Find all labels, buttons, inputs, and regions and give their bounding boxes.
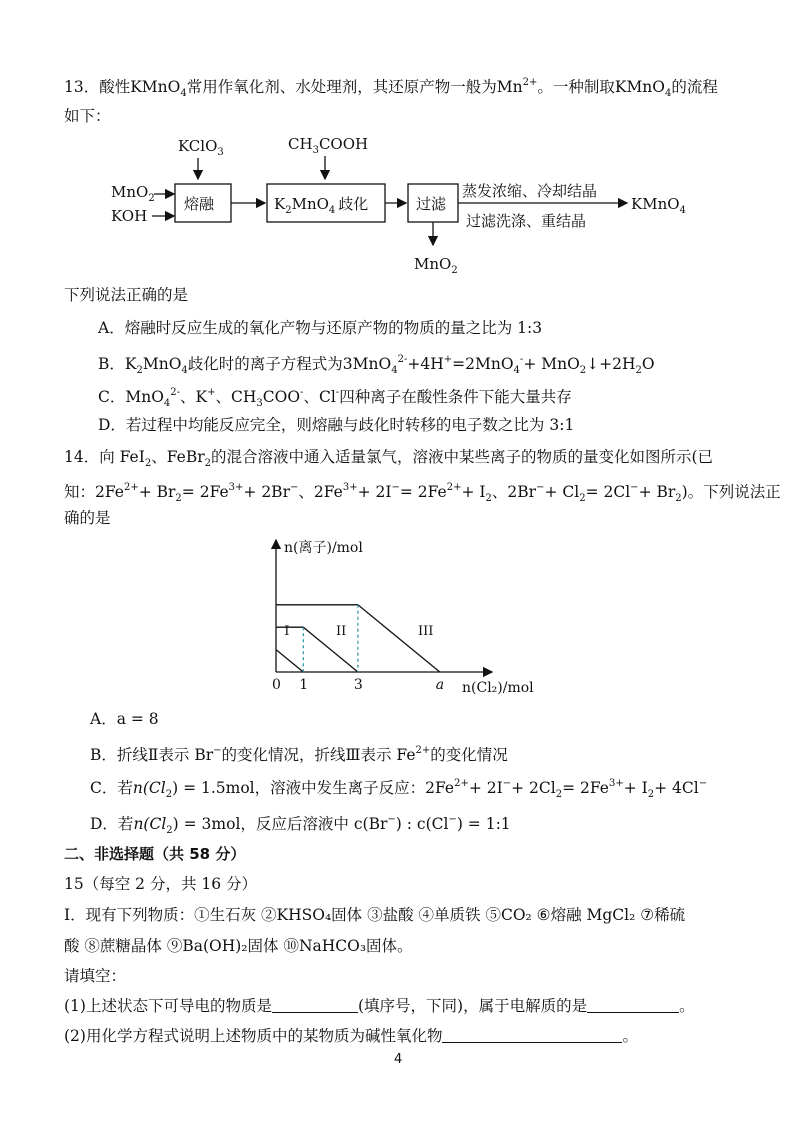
q14-line2: 知：$2Fe^{2+}+ Br_2= 2Fe^{3+}+ 2Br^-$、$2Fe^{3+}+ 2I^-= 2Fe^{2+}+ I_2$、$2Br^-+ Cl_2= 2Cl^-+ Br_2$)。下列说法正	[64, 482, 781, 504]
flow-box-disproportionation-label: $K_2MnO_4$ 歧化	[274, 195, 369, 216]
x-tick-label: 0	[272, 677, 281, 693]
q13-option-a: A．熔融时反应生成的氧化产物与还原产物的物质的量之比为 1:3	[98, 319, 543, 337]
q13-stem: 下列说法正确的是	[64, 286, 189, 304]
q15-part1-line2: 酸 ⑧蔗糖晶体 ⑨Ba(OH)₂固体 ⑩NaHCO₃固体。	[64, 937, 413, 955]
flow-mno2-byproduct: MnO$_2$	[414, 255, 458, 276]
x-tick-label: 1	[299, 677, 309, 693]
q14-chart	[260, 534, 560, 696]
q13-option-d: D．若过程中均能反应完全，则熔融与歧化时转移的电子数之比为 3:1	[98, 416, 575, 434]
q14-line3: 确的是	[64, 509, 111, 527]
q13-option-c: C．MnO$_4^{2-}$、K+、$CH_3COO^-$、Cl-四种离子在酸性条件下能大量共存	[98, 387, 572, 409]
q15-fill-instruction: 请填空：	[64, 967, 127, 985]
chart-x-label: n(Cl₂)/mol	[462, 680, 534, 696]
flow-koh-input: KOH	[111, 207, 148, 225]
flow-kclo3-label: KClO$_3$	[178, 137, 224, 158]
q15-part1-line1: Ⅰ．现有下列物质：①生石灰 ②KHSO₄固体 ③盐酸 ④单质铁 ⑤CO₂ ⑥熔融 MgCl₂ ⑦稀硫	[64, 906, 686, 924]
q14-option-d: D．若$n(Cl_2) = 3mol$，反应后溶液中 c(Br−) : c(Cl−) = 1:1	[90, 814, 511, 836]
series-line-1	[276, 650, 303, 672]
q14-option-a: A．a = 8	[90, 710, 159, 728]
q15-header: 15（每空 2 分，共 16 分）	[64, 875, 258, 893]
q14-option-b: B．折线Ⅱ表示 Br−的变化情况，折线Ⅲ表示 $Fe^{2+}$的变化情况	[90, 745, 508, 764]
flow-product: KMnO$_4$	[631, 195, 686, 216]
series-line-3	[276, 605, 440, 672]
chart-y-label: n(离子)/mol	[284, 540, 363, 556]
flow-step4-bottom: 过滤洗涤、重结晶	[466, 212, 587, 230]
q13-option-b: B．$K_2MnO_4$歧化时的离子方程式为$3MnO_4^{2-}+4H^+=2MnO_4^-+ MnO_2↓+2H_2O$	[98, 354, 655, 376]
series-label-2: II	[336, 624, 347, 640]
flow-step4-top: 蒸发浓缩、冷却结晶	[462, 182, 598, 200]
answer-blank-2[interactable]	[587, 997, 679, 1013]
flow-ch3cooh-label: $CH_3COOH$	[288, 135, 369, 156]
x-tick-label: a	[435, 677, 445, 693]
series-label-1: I	[284, 624, 290, 640]
section2-title: 二、非选择题（共 58 分）	[64, 845, 246, 863]
flow-box-fusion-label: 熔融	[184, 195, 215, 213]
answer-blank-3[interactable]	[442, 1027, 622, 1043]
series-label-3: III	[417, 624, 434, 640]
q15-question-1: (1)上述状态下可导电的物质是 (填序号，下同)，属于电解质的是 。	[64, 997, 695, 1015]
x-tick-label: 3	[353, 677, 363, 693]
q15-question-2: (2)用化学方程式说明上述物质中的某物质为碱性氧化物 。	[64, 1027, 638, 1045]
q14-line1: 14．向 FeI$_2$、FeBr$_2$的混合溶液中通入适量氯气，溶液中某些离子的物质的量变化如图所示(已	[64, 448, 714, 469]
flow-mno2-input: MnO$_2$	[111, 183, 155, 204]
page-number: 4	[394, 1052, 403, 1067]
q14-option-c: C．若$n(Cl_2) = 1.5mol$，溶液中发生离子反应：$2Fe^{2+}+ 2I^-+ 2Cl_2= 2Fe^{3+}+ I_2+ 4Cl^-$	[90, 778, 708, 800]
q13-intro-line2: 如下：	[64, 107, 111, 125]
answer-blank-1[interactable]	[272, 997, 358, 1013]
q13-intro: 13．酸性KMnO$_4$常用作氧化剂、水处理剂，其还原产物一般为$Mn^{2+}$。一种制取KMnO$_4$的流程	[64, 77, 718, 99]
flow-box-filter-label: 过滤	[416, 195, 447, 213]
q13-flow-diagram	[100, 128, 740, 278]
